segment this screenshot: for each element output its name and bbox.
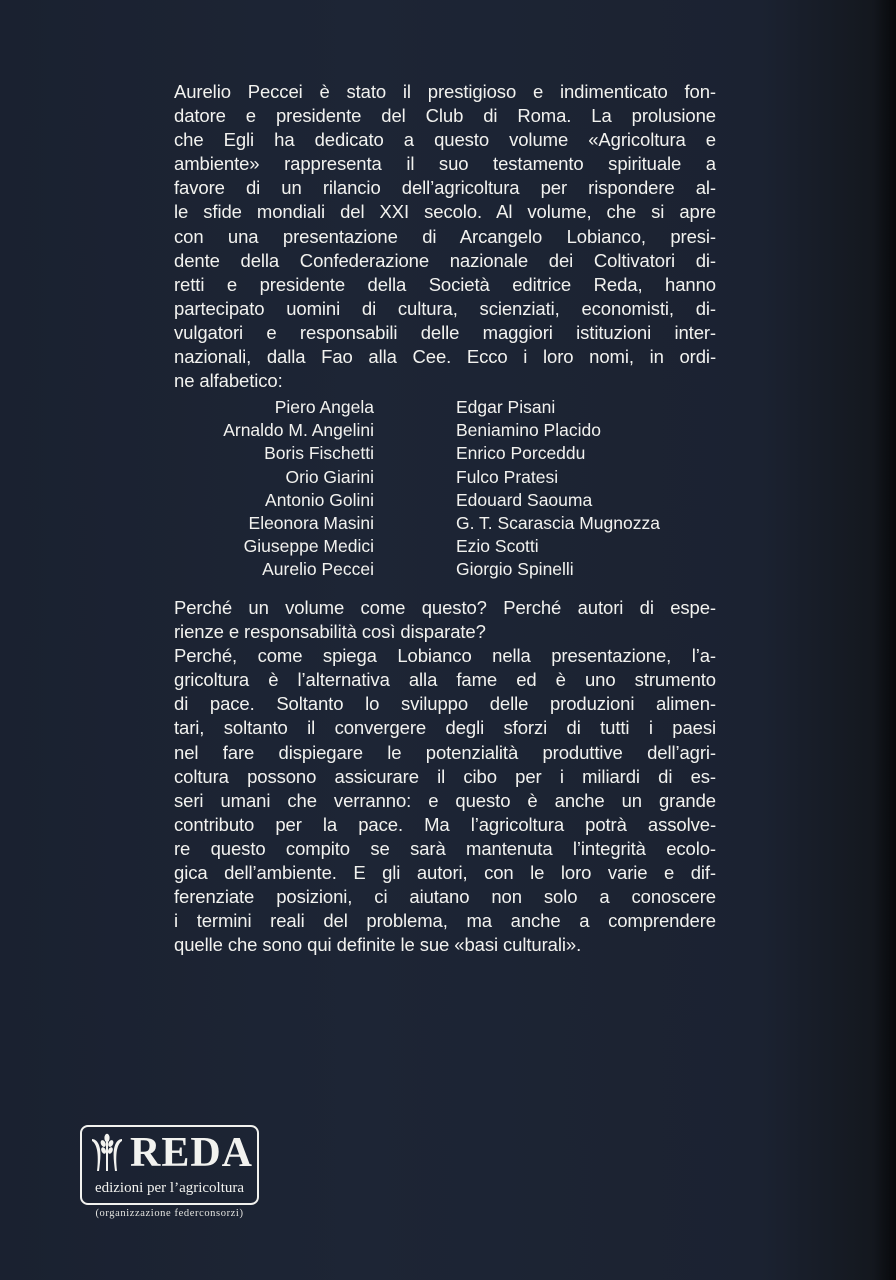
intro-line: con una presentazione di Arcangelo Lobianco, presi- [174,225,716,247]
intro-line: le sfide mondiali del XXI secolo. Al volume, che si apre [174,201,716,223]
author-name: Beniamino Placido [456,420,601,441]
author-name: Boris Fischetti [264,443,374,464]
author-name: Enrico Porceddu [456,443,586,464]
intro-paragraph [174,80,716,393]
publisher-logo-box [80,1125,259,1205]
wheat-sprig-icon [90,1133,124,1173]
intro-line: partecipato uomini di cultura, scienziati, economisti, di- [174,297,716,319]
author-name: G. T. Scarascia Mugnozza [456,513,660,534]
authors-column-left [170,396,374,582]
authors-column-right [456,396,736,582]
body-line: coltura possono assicurare il cibo per i miliardi di es- [174,765,716,787]
spine-shadow [874,0,896,1280]
body-line: i termini reali del problema, ma anche a comprendere [174,910,716,932]
body-paragraph [174,596,716,957]
author-name: Fulco Pratesi [456,466,559,487]
publisher-organization: (organizzazione federconsorzi) [95,1208,244,1219]
author-name: Ezio Scotti [456,536,539,557]
author-name: Antonio Golini [265,489,374,510]
intro-line: retti e presidente della Società editrice Reda, hanno [174,273,716,295]
body-line: rienze e responsabilità così disparate? [174,621,486,643]
intro-line: ambiente» rappresenta il suo testamento spirituale a [174,153,716,175]
publisher-name: REDA [130,1130,254,1176]
author-name: Piero Angela [274,397,374,417]
body-line: contributo per la pace. Ma l’agricoltura potrà assolve- [174,813,716,835]
author-name: Eleonora Masini [248,513,374,534]
publisher-tagline: edizioni per l’agricoltura [94,1180,245,1196]
body-line: gricoltura è l’alternativa alla fame ed è uno strumento [174,669,716,691]
body-line: re questo compito se sarà mantenuta l’integrità ecolo- [174,837,716,859]
author-name: Giuseppe Medici [243,536,374,557]
intro-line: vulgatori e responsabili delle maggiori istituzioni inter- [174,321,716,343]
body-line: Perché, come spiega Lobianco nella presentazione, l’a- [174,645,716,667]
intro-line: ne alfabetico: [174,370,283,392]
body-line: tari, soltanto il convergere degli sforzi di tutti i paesi [174,717,716,739]
intro-line: favore di un rilancio dell’agricoltura per rispondere al- [174,177,716,199]
body-line: nel fare dispiegare le potenzialità produttive dell’agri- [174,741,716,763]
author-name: Aurelio Peccei [262,559,374,580]
author-name: Edouard Saouma [456,489,593,510]
intro-line: che Egli ha dedicato a questo volume «Agricoltura e [174,129,716,151]
body-line: ferenziate posizioni, ci aiutano non solo a conoscere [174,886,716,908]
author-name: Giorgio Spinelli [456,559,574,580]
body-line: di pace. Soltanto lo sviluppo delle produzioni alimen- [174,693,716,715]
body-line: seri umani che verranno: e questo è anche un grande [174,789,716,811]
body-line: Perché un volume come questo? Perché autori di espe- [174,597,716,618]
intro-line: nazionali, dalla Fao alla Cee. Ecco i loro nomi, in ordi- [174,346,716,368]
author-name: Arnaldo M. Angelini [223,420,374,441]
publisher-logo [80,1125,259,1219]
author-name: Edgar Pisani [456,397,556,417]
intro-line: datore e presidente del Club di Roma. La prolusione [174,105,716,127]
author-name: Orio Giarini [285,466,374,487]
intro-line: Aurelio Peccei è stato il prestigioso e indimenticato fon- [174,81,716,102]
intro-line: dente della Confederazione nazionale dei Coltivatori di- [174,249,716,271]
body-line: gica dell’ambiente. E gli autori, con le loro varie e dif- [174,862,716,884]
body-line: quelle che sono qui definite le sue «basi culturali». [174,934,582,956]
